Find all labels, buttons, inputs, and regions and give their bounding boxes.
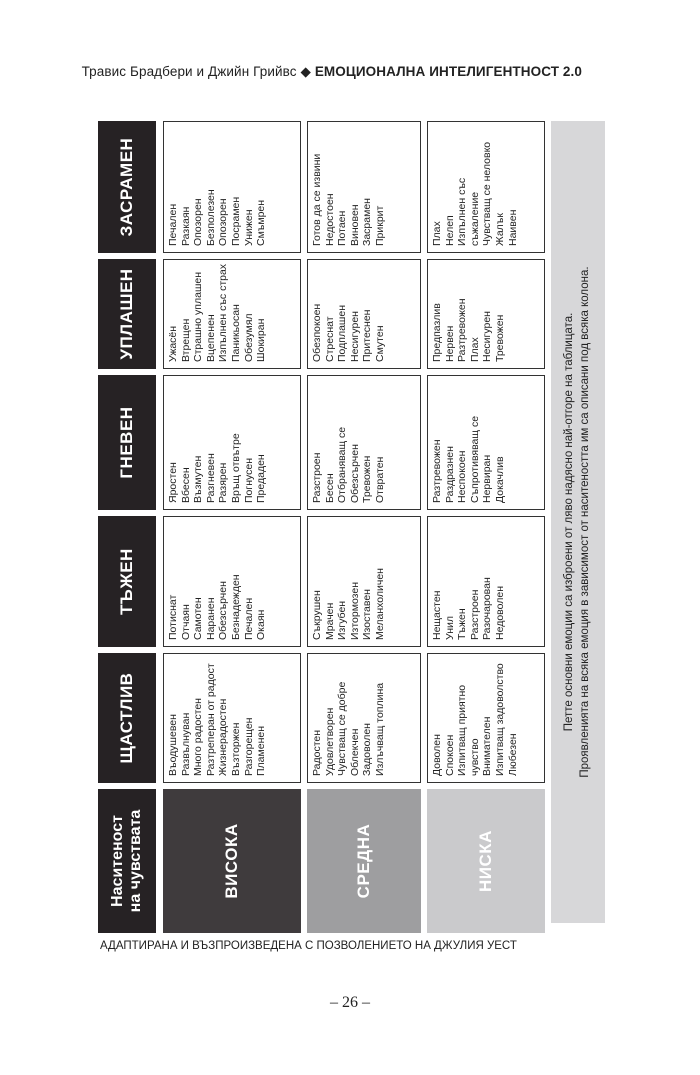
emotion-word: Безнадежден [229, 574, 242, 640]
emotion-word: Изпитващ задоволство [493, 663, 506, 776]
emotion-word: Нервиран [481, 454, 494, 503]
emotion-word: Опозорен [217, 198, 230, 246]
corner-line-2: на чувствата [127, 809, 144, 913]
emotion-word: чувство [468, 738, 481, 776]
cell-angry-high [163, 375, 301, 510]
emotion-word: Подплашен [336, 305, 349, 362]
emotion-word: Раздразнен [443, 446, 456, 503]
emotion-word: Чувстващ се добре [336, 681, 349, 776]
emotion-word: Чувстващ се неловко [481, 141, 494, 246]
page-number: – 26 – [330, 994, 370, 1011]
emotion-word: Яростен [167, 462, 179, 503]
cell-scared-low [427, 259, 545, 369]
emotion-word: Обезсърчен [348, 444, 361, 503]
emotion-word: Печален [167, 203, 179, 246]
emotion-word: Разстроен [468, 589, 481, 640]
emotion-word: Самотен [192, 597, 205, 640]
emotion-word: Внимателен [481, 716, 494, 776]
emotion-word: Жалък [493, 213, 506, 246]
emotion-word: Недоволен [493, 586, 506, 640]
emotion-word: Вцепенен [204, 314, 217, 362]
emotion-word: Прикрит [373, 205, 386, 246]
emotion-word: Изпълнен със [456, 177, 469, 246]
emotion-word: Изпитващ приятно [456, 684, 469, 776]
cell-ashamed-medium [307, 121, 421, 253]
emotion-word: Съкрушен [311, 590, 323, 640]
emotion-word: Унил [443, 616, 456, 640]
row-header-medium: СРЕДНА [307, 789, 421, 933]
cell-ashamed-low [427, 121, 545, 253]
row-header-high: ВИСОКА [163, 789, 301, 933]
emotion-word: Разочарован [481, 577, 494, 640]
emotion-word: Предаден [255, 454, 268, 503]
column-header-angry: ГНЕВЕН [98, 375, 156, 510]
cell-sad-low [427, 516, 545, 647]
emotion-word: съжаление [468, 191, 481, 246]
emotion-word: Тревожен [361, 455, 374, 503]
emotion-word: Съпротивяващ се [468, 415, 481, 503]
emotion-word: Обезсърчен [217, 581, 230, 640]
cell-ashamed-high [163, 121, 301, 253]
emotion-word: Въодушевен [167, 714, 179, 776]
emotion-word: Готов да се извини [311, 153, 323, 246]
emotion-word: Шокиран [255, 318, 268, 362]
emotion-word: Разгневен [204, 453, 217, 503]
emotion-word: Разгорещен [242, 717, 255, 776]
emotion-word: Изоставен [361, 589, 374, 640]
emotion-word: Любезен [506, 733, 519, 776]
emotion-word: Изпълнен със страх [217, 263, 230, 362]
emotion-word: Пламенен [255, 725, 268, 776]
emotion-word: Разтревожен [456, 298, 469, 362]
emotion-word: Нервен [443, 325, 456, 362]
emotion-word: Връщ отвътре [229, 433, 242, 503]
emotion-word: Стреснат [323, 316, 336, 362]
emotion-word: Нещастен [431, 590, 443, 640]
note-line-2: Проявленията на всяка емоция в зависимост от наситеността им са описани под всяка колона. [579, 266, 591, 778]
emotion-word: Плах [431, 221, 443, 246]
intensity-corner-header [98, 789, 156, 933]
emotion-word: Излъчващ топлина [373, 682, 386, 776]
emotion-word: Несигурен [481, 311, 494, 362]
cell-angry-medium [307, 375, 421, 510]
cell-happy-low [427, 653, 545, 783]
emotion-word: Развълнуван [179, 712, 192, 776]
emotion-word: Засрамен [361, 198, 374, 246]
emotion-word: Неспокоен [456, 450, 469, 503]
emotion-word: Разтреперан от радост [204, 663, 217, 776]
cell-sad-medium [307, 516, 421, 647]
emotion-word: Докачлив [493, 456, 506, 503]
emotion-word: Предпазлив [431, 303, 443, 362]
cell-sad-high [163, 516, 301, 647]
cell-happy-medium [307, 653, 421, 783]
emotion-word: Удовлетворен [323, 707, 336, 776]
emotion-word: Изгубен [336, 600, 349, 640]
emotion-word: Вбесен [179, 467, 192, 503]
emotion-word: Спокоен [443, 734, 456, 776]
corner-line-1: Наситеност [109, 815, 126, 907]
emotion-word: Плах [468, 337, 481, 362]
table-note [551, 121, 605, 923]
emotion-word: Наранен [204, 597, 217, 640]
emotion-word: Възторжен [229, 722, 242, 776]
emotion-word: Облекчен [348, 728, 361, 776]
emotion-word: Окаян [255, 609, 268, 640]
emotion-word: Недостоен [323, 193, 336, 246]
emotion-word: Притеснен [361, 309, 374, 362]
emotion-word: Паникьосан [229, 304, 242, 362]
emotion-word: Несигурен [348, 311, 361, 362]
column-header-sad: ТЪЖЕН [98, 516, 156, 647]
emotion-word: Отчаян [179, 604, 192, 640]
emotion-word: Смъмрен [255, 199, 268, 246]
emotion-word: Печален [242, 597, 255, 640]
column-header-happy: ЩАСТЛИВ [98, 653, 156, 783]
emotion-word: Унижен [242, 209, 255, 246]
emotion-word: Тревожен [493, 314, 506, 362]
emotion-word: Задоволен [361, 723, 374, 776]
diamond-icon: ◆ [300, 64, 311, 79]
emotion-word: Мрачен [323, 602, 336, 640]
emotion-word: Страшно уплашен [192, 271, 205, 362]
emotion-word: Разярен [217, 462, 230, 503]
emotion-word: Виновен [348, 204, 361, 246]
cell-angry-low [427, 375, 545, 510]
emotion-word: Безполезен [204, 189, 217, 246]
column-header-ashamed: ЗАСРАМЕН [98, 121, 156, 253]
emotion-word: Меланхоличен [373, 568, 386, 640]
book-title: ЕМОЦИОНАЛНА ИНТЕЛИГЕНТНОСТ 2.0 [314, 64, 582, 79]
emotion-word: Бесен [323, 473, 336, 503]
note-line-1: Петте основни емоции са изброени от ляво надясно най-отгоре на таблицата. [563, 312, 575, 732]
emotion-word: Изтормозен [348, 581, 361, 640]
authors: Травис Брадбери и Джийн Грийвс [81, 64, 297, 79]
emotion-word: Обезумял [242, 313, 255, 362]
column-header-scared: УПЛАШЕН [98, 259, 156, 369]
emotion-word: Нелеп [443, 215, 456, 246]
emotion-word: Отвратен [373, 456, 386, 503]
emotion-word: Потаен [336, 210, 349, 246]
emotion-word: Опозорен [192, 198, 205, 246]
emotion-word: Разтревожен [431, 439, 443, 503]
emotion-word: Наивен [506, 209, 519, 246]
emotion-word: Потиснат [167, 594, 179, 640]
emotion-word: Тъжен [456, 608, 469, 640]
emotion-word: Радостен [311, 729, 323, 776]
emotion-word: Погнусен [242, 457, 255, 503]
row-header-low: НИСКА [427, 789, 545, 933]
emotion-word: Възмутен [192, 455, 205, 503]
cell-scared-medium [307, 259, 421, 369]
emotion-word: Много радостен [192, 698, 205, 776]
emotion-word: Доволен [431, 734, 443, 776]
emotion-word: Разкаян [179, 206, 192, 246]
credit-line: АДАПТИРАНА И ВЪЗПРОИЗВЕДЕНА С ПОЗВОЛЕНИЕТО НА ДЖУЛИЯ УЕСТ [100, 940, 517, 952]
emotion-word: Отбраняващ се [336, 426, 349, 503]
cell-scared-high [163, 259, 301, 369]
running-head [82, 64, 582, 80]
emotion-word: Ужасён [167, 325, 179, 362]
emotions-table [98, 121, 606, 933]
emotion-word: Разстроен [311, 452, 323, 503]
emotion-word: Жизнерадостен [217, 698, 230, 776]
emotion-word: Втрещен [179, 318, 192, 362]
emotion-word: Посрамен [229, 196, 242, 246]
emotion-word: Обезпокоен [311, 303, 323, 362]
emotion-word: Смутен [373, 325, 386, 362]
cell-happy-high [163, 653, 301, 783]
